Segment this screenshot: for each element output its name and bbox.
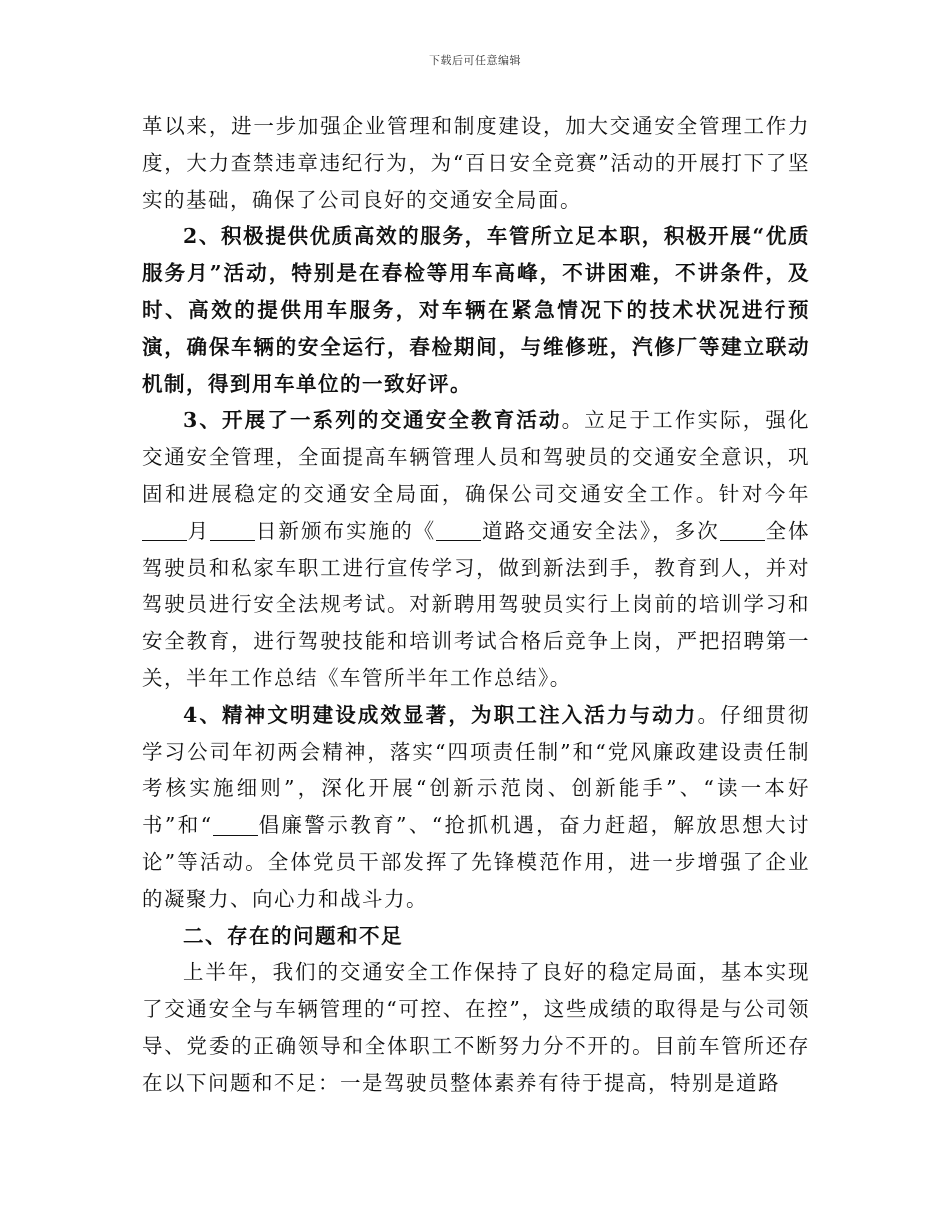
paragraph-service: 2、积极提供优质高效的服务，车管所立足本职，积极开展“优质服务月”活动，特别是在春检等用车高峰，不讲困难，不讲条件，及时、高效的提供用车服务，对车辆在紧急情况下的技术状况进行预演，确保车辆的安全运行，春检期间，与维修班，汽修厂等建立联动机制，得到用车单位的一致好评。 xyxy=(142,224,810,396)
paragraph-civilization-text-b: 倡廉警示教育”、“抢抓机遇，奋力赶超，解放思想大讨论”等活动。全体党员干部发挥了先锋模范作用，进一步增强了企业的凝聚力、向心力和战斗力。 xyxy=(142,813,810,911)
paragraph-education-text-b: 月 xyxy=(187,518,211,543)
paragraph-education-text-a: 。立足于工作实际，强化交通安全管理，全面提高车辆管理人员和驾驶员的交通安全意识，巩固和进展稳定的交通安全局面，确保公司交通安全工作。针对今年 xyxy=(142,408,811,506)
paragraph-civilization-text-a: 。仔细贯彻学习公司年初两会精神，落实“四项责任制”和“党风廉政建设责任制考核实施细则”，深化开展“创新示范岗、创新能手”、“读一本好书”和“ xyxy=(142,702,811,838)
blank-underline xyxy=(720,520,765,542)
blank-underline xyxy=(210,520,255,542)
blank-underline xyxy=(213,814,258,836)
blank-underline xyxy=(436,520,481,542)
paragraph-education-text-d: 道路交通安全法》，多次 xyxy=(481,518,720,543)
blank-underline xyxy=(142,520,187,542)
paragraph-education xyxy=(142,402,810,696)
document-body xyxy=(142,108,810,1102)
paragraph-education-heading: 3、开展了一系列的交通安全教育活动 xyxy=(183,408,562,433)
page-header: 下载后可任意编辑 xyxy=(429,54,521,67)
paragraph-education-text-e: 全体驾驶员和私家车职工进行宣传学习，做到新法到手，教育到人，并对驾驶员进行安全法规考试。对新聘用驾驶员实行上岗前的培训学习和安全教育，进行驾驶技能和培训考试合格后竞争上岗，严把招聘第一关，半年工作总结《车管所半年工作总结》。 xyxy=(142,518,811,690)
paragraph-continuation: 革以来，进一步加强企业管理和制度建设，加大交通安全管理工作力度，大力查禁违章违纪行为，为“百日安全竞赛”活动的开展打下了坚实的基础，确保了公司良好的交通安全局面。 xyxy=(142,114,810,212)
paragraph-civilization-heading: 4、精神文明建设成效显著，为职工注入活力与动力 xyxy=(183,702,698,727)
paragraph-problems: 上半年，我们的交通安全工作保持了良好的稳定局面，基本实现了交通安全与车辆管理的“可控、在控”，这些成绩的取得是与公司领导、党委的正确领导和全体职工不断努力分不开的。目前车管所还存在以下问题和不足：一是驾驶员整体素养有待于提高，特别是道路 xyxy=(142,960,810,1095)
paragraph-civilization xyxy=(142,697,810,918)
paragraph-education-text-c: 日新颁布实施的《 xyxy=(255,518,437,543)
section-heading: 二、存在的问题和不足 xyxy=(183,923,403,948)
